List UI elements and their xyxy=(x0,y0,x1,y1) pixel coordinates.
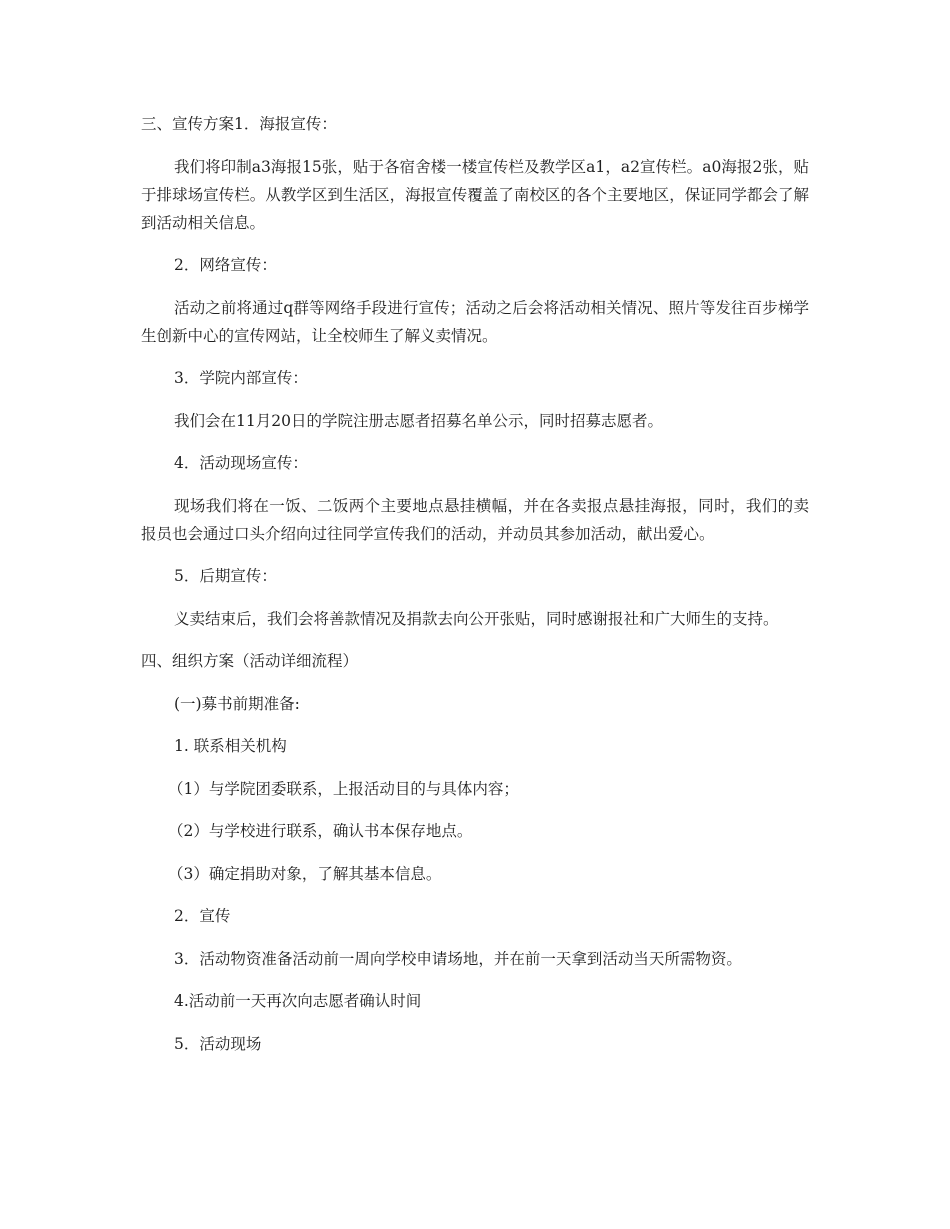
college-paragraph: 我们会在11月20日的学院注册志愿者招募名单公示，同时招募志愿者。 xyxy=(174,411,663,430)
poster-paragraph: 我们将印制a3海报15张，贴于各宿舍楼一楼宣传栏及教学区a1，a2宣传栏。a0海报2张，贴于排球场宣传栏。从教学区到生活区，海报宣传覆盖了南校区的各个主要地区，保证同学都会了解到活动相关信息。 xyxy=(141,157,809,232)
contact-item-3: （3）确定捐助对象，了解其基本信息。 xyxy=(168,864,442,883)
contact-item-2: （2）与学校进行联系，确认书本保存地点。 xyxy=(168,822,473,840)
onsite-paragraph: 现场我们将在一饭、二饭两个主要地点悬挂横幅，并在各卖报点悬挂海报，同时，我们的卖报员也会通过口头介绍向过往同学宣传我们的活动，并动员其参加活动，献出爱心。 xyxy=(141,496,809,543)
section3-heading: 三、宣传方案1．海报宣传： xyxy=(141,115,337,133)
prep-heading: (一)募书前期准备: xyxy=(174,694,300,713)
network-paragraph: 活动之前将通过q群等网络手段进行宣传；活动之后会将活动相关情况、照片等发往百步梯学生创新中心的宣传网站，让全校师生了解义卖情况。 xyxy=(141,298,809,345)
confirm-item: 4.活动前一天再次向志愿者确认时间 xyxy=(174,992,422,1010)
later-heading: 5．后期宣传： xyxy=(174,567,277,585)
college-heading: 3．学院内部宣传： xyxy=(174,369,308,387)
onsite-item: 5．活动现场 xyxy=(174,1034,262,1053)
materials-item: 3．活动物资准备活动前一周向学校申请场地，并在前一天拿到活动当天所需物资。 xyxy=(174,949,742,968)
publicity-item: 2．宣传 xyxy=(174,907,231,925)
document-body xyxy=(141,110,809,1072)
onsite-heading: 4．活动现场宣传： xyxy=(174,454,308,472)
network-heading: 2．网络宣传： xyxy=(174,256,277,274)
section4-heading: 四、组织方案（活动详细流程） xyxy=(141,652,359,670)
contact-item-1: （1）与学院团委联系，上报活动目的与具体内容； xyxy=(168,779,519,798)
contact-heading: 1. 联系相关机构 xyxy=(174,737,287,755)
later-paragraph: 义卖结束后，我们会将善款情况及捐款去向公开张贴，同时感谢报社和广大师生的支持。 xyxy=(174,609,779,628)
